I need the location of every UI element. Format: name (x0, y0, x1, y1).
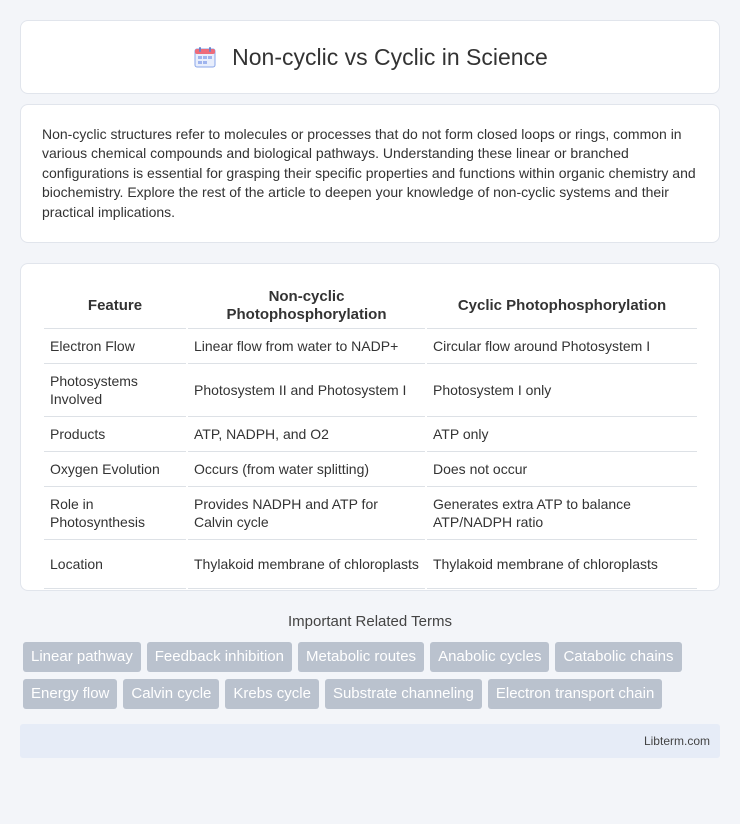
table-header-non-cyclic: Non-cyclic Photophosphorylation (188, 284, 425, 329)
table-cell: Oxygen Evolution (44, 452, 186, 487)
tag-feedback-inhibition[interactable]: Feedback inhibition (147, 642, 292, 672)
tag-metabolic-routes[interactable]: Metabolic routes (298, 642, 424, 672)
intro-text: Non-cyclic structures refer to molecules or processes that do not form closed loops or rings, common in various chemical compounds and biological pathways. Understanding these linear or branched configurations is essential for grasping their specific properties and functions within organic chemistry and biochemistry. Explore the rest of the article to deepen your knowledge of non-cyclic systems and their practical implications. (42, 126, 696, 220)
tag-energy-flow[interactable]: Energy flow (23, 679, 117, 709)
table-row (44, 417, 697, 452)
tag-krebs-cycle[interactable]: Krebs cycle (225, 679, 319, 709)
table-row (44, 329, 697, 364)
table-row (44, 364, 697, 417)
table-cell: Thylakoid membrane of chloroplasts (427, 540, 697, 589)
table-cell: Photosystem I only (427, 364, 697, 417)
table-cell: Circular flow around Photosystem I (427, 329, 697, 364)
table-row (44, 540, 697, 589)
comparison-table-card (20, 263, 720, 591)
table-header-feature: Feature (44, 284, 186, 329)
footer-brand-link[interactable]: Libterm.com (643, 734, 710, 748)
header-card (20, 20, 720, 94)
tag-calvin-cycle[interactable]: Calvin cycle (123, 679, 219, 709)
table-cell: Provides NADPH and ATP for Calvin cycle (188, 487, 425, 540)
related-terms-title: Important Related Terms (288, 613, 452, 630)
page-title: Non-cyclic vs Cyclic in Science (232, 43, 548, 70)
tag-electron-transport-chain[interactable]: Electron transport chain (488, 679, 662, 709)
intro-card (20, 104, 720, 243)
related-terms-list (20, 642, 700, 709)
table-header-row (44, 284, 697, 329)
comparison-table (42, 284, 699, 589)
table-cell: Location (44, 540, 186, 589)
table-cell: Linear flow from water to NADP+ (188, 329, 425, 364)
table-cell: Photosystem II and Photosystem I (188, 364, 425, 417)
table-cell: ATP, NADPH, and O2 (188, 417, 425, 452)
tag-linear-pathway[interactable]: Linear pathway (23, 642, 141, 672)
table-cell: Products (44, 417, 186, 452)
tag-substrate-channeling[interactable]: Substrate channeling (325, 679, 482, 709)
table-cell: Occurs (from water splitting) (188, 452, 425, 487)
table-cell: Does not occur (427, 452, 697, 487)
table-row (44, 487, 697, 540)
tag-catabolic-chains[interactable]: Catabolic chains (555, 642, 681, 672)
footer (20, 724, 720, 758)
table-cell: Thylakoid membrane of chloroplasts (188, 540, 425, 589)
table-cell: Role in Photosynthesis (44, 487, 186, 540)
table-cell: ATP only (427, 417, 697, 452)
tag-anabolic-cycles[interactable]: Anabolic cycles (430, 642, 549, 672)
table-cell: Electron Flow (44, 329, 186, 364)
table-row (44, 452, 697, 487)
table-cell: Photosystems Involved (44, 364, 186, 417)
calendar-icon (192, 44, 218, 70)
table-header-cyclic: Cyclic Photophosphorylation (427, 284, 697, 329)
table-cell: Generates extra ATP to balance ATP/NADPH ratio (427, 487, 697, 540)
